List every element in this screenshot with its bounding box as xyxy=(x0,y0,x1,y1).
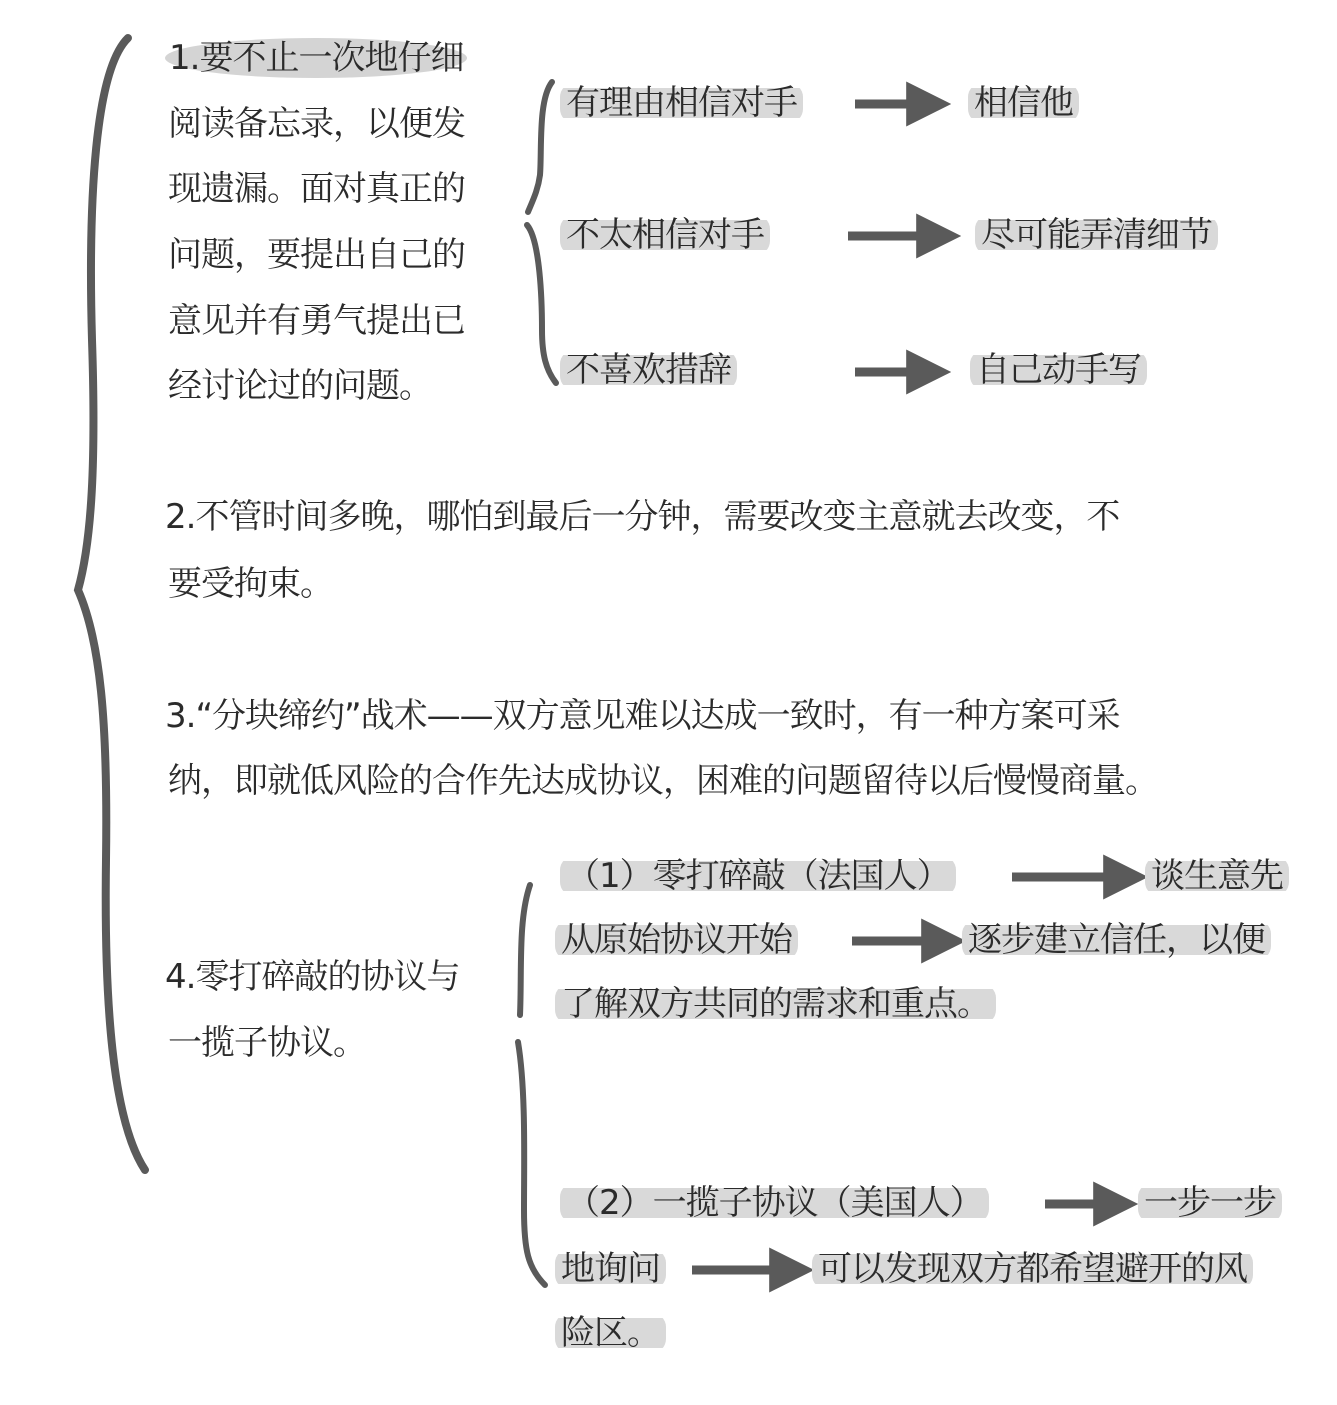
branch-2-result: 尽可能弄清细节 xyxy=(975,203,1218,268)
item2-line-1: 2.不管时间多晚，哪怕到最后一分钟，需要改变主意就去改变，不 xyxy=(165,497,1120,537)
sub1-cause: 从原始协议开始 xyxy=(555,908,798,973)
main-brace xyxy=(78,38,145,1170)
sub1-result-line-1: 逐步建立信任，以便 xyxy=(962,908,1271,973)
item3-line-2: 纳，即就低风险的合作先达成协议，困难的问题留待以后慢慢商量。 xyxy=(168,761,1158,801)
item1-line-4: 问题，要提出自己的 xyxy=(168,235,465,275)
item1-line-2: 阅读备忘录，以便发 xyxy=(168,104,465,144)
brace-1-upper xyxy=(528,82,552,212)
item1-line-6: 经讨论过的问题。 xyxy=(168,366,432,406)
item1-line-1: 1.要不止一次地仔细 xyxy=(165,26,467,91)
sub1-head: （1）零打碎敲（法国人） xyxy=(560,844,956,909)
brace-1-lower xyxy=(527,225,556,383)
item4-line-1: 4.零打碎敲的协议与 xyxy=(165,957,460,997)
branch-1-cause: 有理由相信对手 xyxy=(560,71,803,136)
sub1-head-result: 谈生意先 xyxy=(1145,844,1289,909)
sub2-result-line-1: 可以发现双方都希望避开的风 xyxy=(812,1237,1253,1302)
sub2-cause: 地询问 xyxy=(555,1237,666,1302)
item2-line-2: 要受拘束。 xyxy=(168,564,333,604)
item3-line-1: 3.“分块缔约”战术——双方意见难以达成一致时，有一种方案可采 xyxy=(165,696,1120,736)
sub2-head-result: 一步一步 xyxy=(1138,1171,1282,1236)
brace-4-lower xyxy=(518,1042,545,1285)
branch-2-cause: 不太相信对手 xyxy=(560,203,770,268)
branch-1-result: 相信他 xyxy=(968,71,1079,136)
sub2-head: （2）一揽子协议（美国人） xyxy=(560,1171,989,1236)
sub1-result-line-2: 了解双方共同的需求和重点。 xyxy=(555,972,996,1037)
item1-line-3: 现遗漏。面对真正的 xyxy=(168,169,465,209)
item4-line-2: 一揽子协议。 xyxy=(168,1023,366,1063)
branch-3-cause: 不喜欢措辞 xyxy=(560,338,737,403)
brace-4-upper xyxy=(520,885,530,1015)
branch-3-result: 自己动手写 xyxy=(970,338,1147,403)
item1-line-5: 意见并有勇气提出已 xyxy=(168,301,465,341)
sub2-result-line-2: 险区。 xyxy=(555,1301,666,1366)
